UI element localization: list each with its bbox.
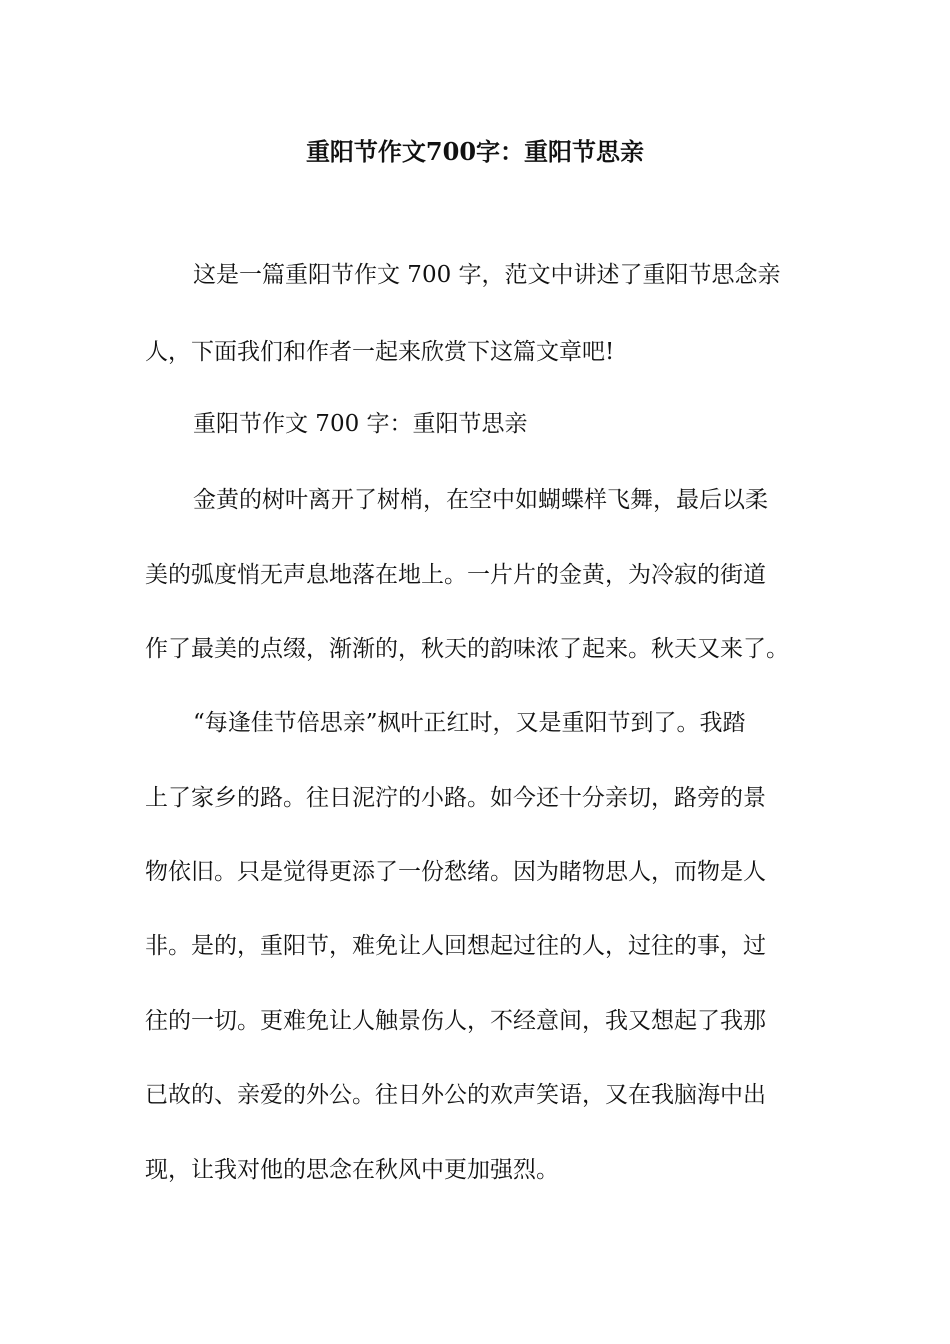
text-line: 人，下面我们和作者一起来欣赏下这篇文章吧! [145,339,615,365]
text-line: 往的一切。更难免让人触景伤人，不经意间，我又想起了我那 [145,1008,766,1034]
text-line: 现，让我对他的思念在秋风中更加强烈。 [145,1157,559,1183]
text-line: 已故的、亲爱的外公。往日外公的欢声笑语，又在我脑海中出 [145,1082,766,1108]
text-line: 金黄的树叶离开了树梢，在空中如蝴蝶样飞舞，最后以柔 [193,487,768,513]
document-title: 重阳节作文700字：重阳节思亲 [305,137,645,166]
text-line: 上了家乡的路。往日泥泞的小路。如今还十分亲切，路旁的景 [145,785,766,811]
text-line: 非。是的，重阳节，难免让人回想起过往的人，过往的事，过 [145,933,766,959]
text-line: 美的弧度悄无声息地落在地上。一片片的金黄，为冷寂的街道 [145,562,766,588]
text-line: 这是一篇重阳节作文 700 字，范文中讲述了重阳节思念亲 [193,262,781,288]
text-line: 作了最美的点缀，渐渐的，秋天的韵味浓了起来。秋天又来了。 [145,636,789,662]
text-line: 重阳节作文 700 字：重阳节思亲 [193,411,528,437]
text-line: 物依旧。只是觉得更添了一份愁绪。因为睹物思人，而物是人 [145,859,766,885]
text-line: “每逢佳节倍思亲”枫叶正红时，又是重阳节到了。我踏 [193,710,746,736]
